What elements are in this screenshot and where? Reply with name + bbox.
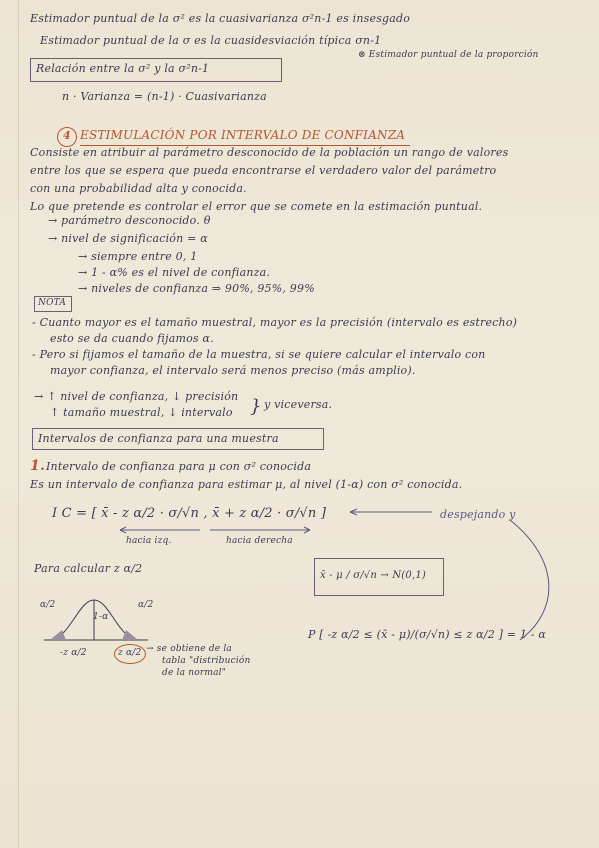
arrow-line-1: → ↑ nivel de confianza, ↓ precisión [34, 390, 239, 403]
bullet-confidence-values: → niveles de confianza ⇒ 90%, 95%, 99% [78, 282, 315, 295]
left-tail-shade [50, 630, 66, 640]
note-text-4: mayor confianza, el intervalo será menos preciso (más amplio). [50, 364, 416, 377]
curve-left-tail-label: α/2 [40, 600, 56, 610]
side-note: ⊗ Estimador puntual de la proporción [358, 50, 539, 60]
paragraph-line-1: Consiste en atribuir al parámetro desconocido de la población un rango de valores [30, 146, 509, 159]
note-text-3: - Pero si fijamos el tamaño de la muestra, si se quiere calcular el intervalo con [32, 348, 486, 361]
curve-neg-z-label: -z α/2 [60, 648, 87, 658]
item-description: Es un intervalo de confianza para estimar μ, al nivel (1-α) con σ² conocida. [30, 478, 463, 491]
right-direction-label: hacia derecha [226, 536, 293, 546]
table-note-1: → se obtiene de la [146, 644, 232, 654]
bullet-range: → siempre entre 0, 1 [78, 250, 198, 263]
note-line-1: Estimador puntual de la σ² es la cuasivarianza σ²n-1 es insesgado [30, 12, 411, 25]
table-note-2: tabla "distribución [162, 656, 251, 666]
section-number: 4 [63, 129, 71, 142]
left-arrow [120, 527, 200, 533]
nota-label: NOTA [38, 298, 67, 308]
relation-equation: n · Varianza = (n-1) · Cuasivarianza [62, 90, 267, 103]
note-text-2: esto se da cuando fijamos α. [50, 332, 214, 345]
right-tail-shade [122, 630, 138, 640]
bullet-parameter: → parámetro desconocido. θ [48, 214, 211, 227]
right-arrow [210, 527, 310, 533]
relation-box-text: Relación entre la σ² y la σ²n-1 [36, 62, 210, 75]
bullet-significance: → nivel de significación = α [48, 232, 208, 245]
despejando-arrow [350, 509, 432, 515]
arrow-line-3: y viceversa. [264, 398, 333, 411]
arrow-line-2: ↑ tamaño muestral, ↓ intervalo [50, 406, 233, 419]
probability-formula: P [ -z α/2 ≤ (x̄ - μ)/(σ/√n) ≤ z α/2 ] = 1 - α [308, 628, 547, 641]
curve-center-label: 1-α [93, 612, 109, 622]
normal-formula: x̄ - μ / σ/√n → N(0,1) [320, 570, 427, 581]
despejando-label: despejando y [440, 508, 516, 521]
paragraph-line-2: entre los que se espera que pueda encontrarse el verdadero valor del parámetro [30, 164, 497, 177]
left-direction-label: hacia izq. [126, 536, 172, 546]
table-note-3: de la normal" [162, 668, 227, 678]
brace-glyph: } [250, 396, 262, 417]
item-title: Intervalo de confianza para μ con σ² conocida [46, 460, 312, 473]
ic-formula: I C = [ x̄ - z α/2 · σ/√n , x̄ + z α/2 · σ/√n ] [52, 506, 327, 521]
subsection-title: Intervalos de confianza para una muestra [38, 432, 279, 445]
calc-label: Para calcular z α/2 [34, 562, 143, 575]
curve-right-tail-label: α/2 [138, 600, 154, 610]
note-line-2: Estimador puntual de la σ es la cuasidesviación típica σn-1 [40, 34, 382, 47]
section-title: ESTIMULACIÓN POR INTERVALO DE CONFIANZA [80, 128, 406, 142]
note-text-1: - Cuanto mayor es el tamaño muestral, mayor es la precisión (intervalo es estrecho) [32, 316, 518, 329]
curve-pos-z-label: z α/2 [118, 648, 142, 658]
curved-arrow [510, 520, 549, 640]
paragraph-line-4: Lo que pretende es controlar el error que se comete en la estimación puntual. [30, 200, 483, 213]
item-number: 1. [30, 458, 46, 474]
paragraph-line-3: con una probabilidad alta y conocida. [30, 182, 247, 195]
bullet-confidence-level: → 1 - α% es el nivel de confianza. [78, 266, 271, 279]
